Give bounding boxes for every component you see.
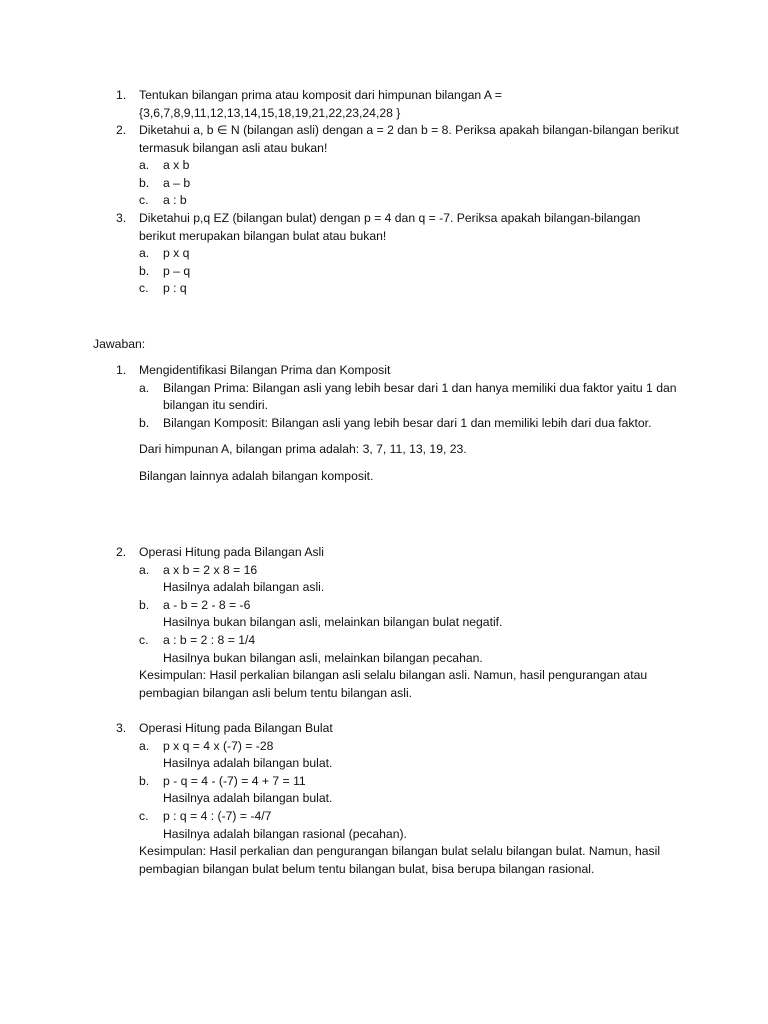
answer-number: 1. bbox=[116, 363, 127, 377]
sub-item bbox=[0, 415, 683, 433]
sub-letter: a. bbox=[139, 380, 150, 395]
sub-letter: b. bbox=[139, 175, 150, 190]
sub-letter: b. bbox=[139, 597, 150, 612]
conclusion: Kesimpulan: Hasil perkalian bilangan asli selalu bilangan asli. Namun, hasil pengurangan atau pembagian bilangan asli belum tentu bilangan asli. bbox=[139, 668, 648, 700]
question-text: Diketahui a, b ∈ N (bilangan asli) dengan a = 2 dan b = 8. Periksa apakah bilangan-bilangan berikut termasuk bilangan asli atau bukan! bbox=[139, 123, 679, 155]
sub-item bbox=[0, 280, 683, 298]
sub-letter: c. bbox=[139, 281, 149, 296]
sub-letter: a. bbox=[139, 158, 150, 173]
sub-text: a – b bbox=[163, 175, 191, 190]
answer-title-text: Operasi Hitung pada Bilangan Bulat bbox=[139, 721, 333, 735]
result-text: Hasilnya adalah bilangan asli. bbox=[163, 580, 325, 595]
question-item bbox=[0, 122, 679, 157]
sub-item bbox=[0, 157, 683, 175]
sub-letter: b. bbox=[139, 773, 150, 788]
answer-number: 2. bbox=[116, 545, 127, 559]
sub-text: a x b = 2 x 8 = 16 bbox=[163, 562, 258, 577]
sub-item bbox=[0, 175, 683, 193]
sub-item bbox=[0, 808, 683, 826]
sub-text: p x q bbox=[163, 246, 190, 261]
sub-letter: c. bbox=[139, 193, 149, 208]
answer-title-text: Mengidentifikasi Bilangan Prima dan Komposit bbox=[139, 363, 391, 377]
paragraph: Dari himpunan A, bilangan prima adalah: 3, 7, 11, 13, 19, 23. bbox=[139, 442, 467, 457]
question-number: 1. bbox=[116, 88, 127, 102]
sub-item bbox=[0, 245, 683, 263]
result-text: Hasilnya adalah bilangan rasional (pecahan). bbox=[163, 826, 407, 841]
answer-title-text: Operasi Hitung pada Bilangan Asli bbox=[139, 545, 324, 559]
sub-letter: c. bbox=[139, 808, 149, 823]
conclusion: Kesimpulan: Hasil perkalian dan pengurangan bilangan bulat selalu bilangan bulat. Namun, hasil pembagian bilangan bulat belum tentu bilangan bulat, bisa berupa bilangan rasional. bbox=[139, 844, 661, 876]
sub-text: p : q bbox=[163, 281, 187, 296]
sub-letter: a. bbox=[139, 562, 150, 577]
sub-item bbox=[0, 263, 683, 281]
question-item bbox=[0, 210, 679, 245]
sub-text: Bilangan Komposit: Bilangan asli yang lebih besar dari 1 dan memiliki lebih dari dua faktor. bbox=[163, 415, 652, 430]
sub-item bbox=[0, 738, 683, 756]
sub-text: Bilangan Prima: Bilangan asli yang lebih besar dari 1 dan hanya memiliki dua faktor yaitu 1 dan bilangan itu sendiri. bbox=[163, 380, 677, 413]
sub-item bbox=[0, 380, 683, 415]
paragraph: Bilangan lainnya adalah bilangan komposit. bbox=[139, 468, 374, 483]
result-text: Hasilnya bukan bilangan asli, melainkan bilangan bulat negatif. bbox=[163, 615, 503, 630]
sub-text: p : q = 4 : (-7) = -4/7 bbox=[163, 808, 272, 823]
question-1 bbox=[0, 87, 768, 122]
question-3 bbox=[0, 210, 768, 298]
sub-item bbox=[0, 632, 683, 650]
answer-1 bbox=[0, 362, 768, 486]
answer-heading bbox=[0, 336, 768, 354]
result-text: Hasilnya adalah bilangan bulat. bbox=[163, 791, 333, 806]
sub-item bbox=[0, 597, 683, 615]
sub-text: a : b bbox=[163, 193, 187, 208]
answer-number: 3. bbox=[116, 721, 127, 735]
sub-text: a - b = 2 - 8 = -6 bbox=[163, 597, 251, 612]
sub-text: a x b bbox=[163, 158, 190, 173]
result-text: Hasilnya bukan bilangan asli, melainkan bilangan pecahan. bbox=[163, 650, 483, 665]
sub-item bbox=[0, 192, 683, 210]
question-number: 2. bbox=[116, 123, 127, 137]
sub-item bbox=[0, 562, 683, 580]
sub-letter: c. bbox=[139, 632, 149, 647]
sub-letter: a. bbox=[139, 738, 150, 753]
answer-label: Jawaban: bbox=[93, 337, 146, 351]
result-text: Hasilnya adalah bilangan bulat. bbox=[163, 756, 333, 771]
question-text: Diketahui p,q EZ (bilangan bulat) dengan p = 4 dan q = -7. Periksa apakah bilangan-bilangan berikut merupakan bilangan bulat atau bukan! bbox=[139, 211, 641, 243]
answer-title bbox=[0, 544, 679, 562]
sub-text: p – q bbox=[163, 263, 191, 278]
question-item bbox=[0, 87, 679, 122]
sub-text: a : b = 2 : 8 = 1/4 bbox=[163, 632, 256, 647]
answer-2 bbox=[0, 544, 768, 702]
question-2 bbox=[0, 122, 768, 210]
question-number: 3. bbox=[116, 211, 127, 225]
sub-text: p x q = 4 x (-7) = -28 bbox=[163, 738, 274, 753]
answer-title bbox=[0, 362, 679, 380]
sub-item bbox=[0, 773, 683, 791]
sub-letter: b. bbox=[139, 263, 150, 278]
sub-letter: a. bbox=[139, 246, 150, 261]
question-text: Tentukan bilangan prima atau komposit dari himpunan bilangan A = {3,6,7,8,9,11,12,13,14,15,18,19,21,22,23,24,28 } bbox=[139, 88, 502, 120]
answer-3 bbox=[0, 720, 768, 878]
sub-text: p - q = 4 - (-7) = 4 + 7 = 11 bbox=[163, 773, 306, 788]
sub-letter: b. bbox=[139, 415, 150, 430]
answer-title bbox=[0, 720, 679, 738]
